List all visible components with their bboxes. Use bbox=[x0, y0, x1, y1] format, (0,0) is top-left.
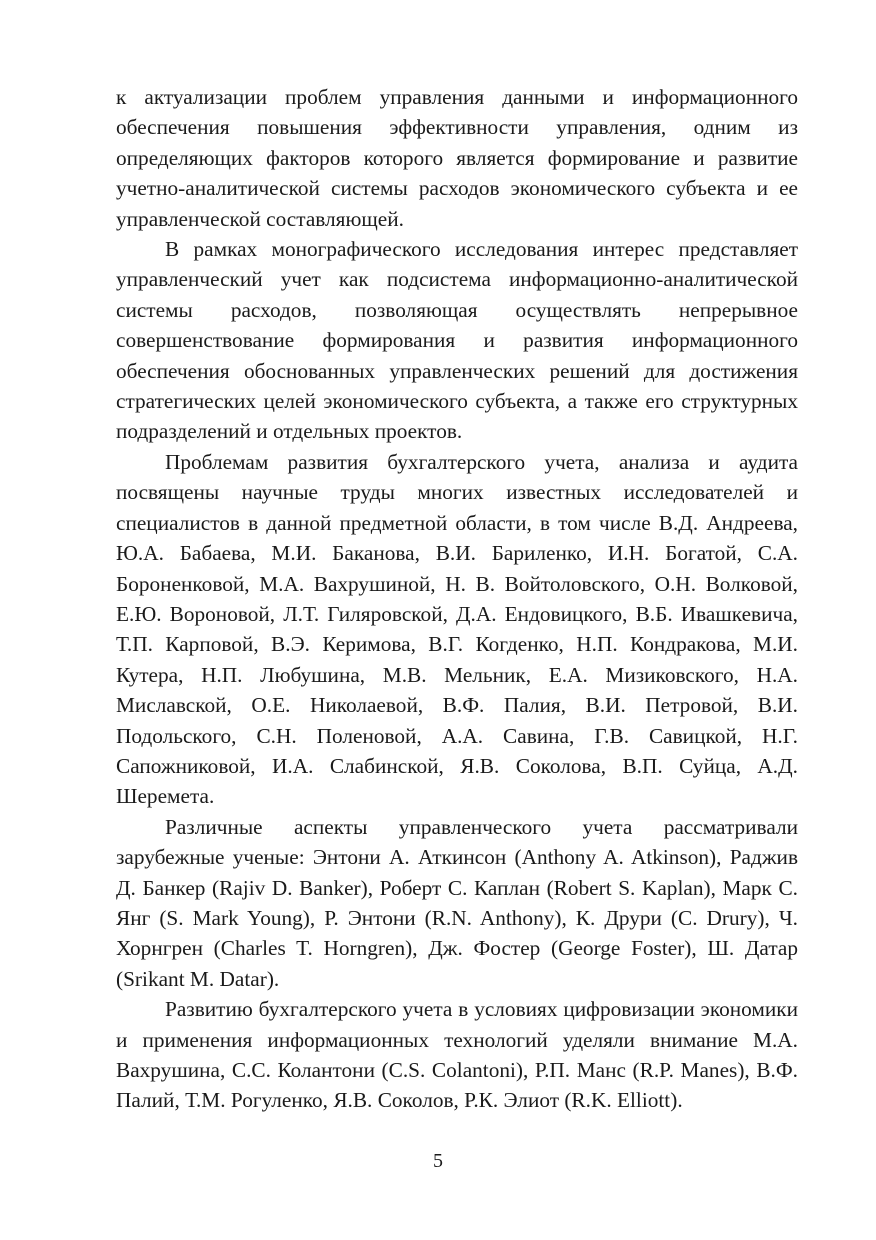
paragraph-domestic-researchers: Проблемам развития бухгалтерского учета, анализа и аудита посвящены научные труды многих известных исследователей и специалистов в данной предметной области, в том числе В.Д. Андреева, Ю.А. Бабаева, М.И. Баканова, В.И. Бариленко, И.Н. Богатой, С.А. Бороненковой, М.А. Вахрушиной, Н. В. Войтоловского, О.Н. Волковой, Е.Ю. Вороновой, Л.Т. Гиляровской, Д.А. Ендовицкого, В.Б. Ивашкевича, Т.П. Карповой, В.Э. Керимова, В.Г. Когденко, Н.П. Кондракова, М.И. Кутера, Н.П. Любушина, М.В. Мельник, Е.А. Мизиковского, Н.А. Миславской, О.Е. Николаевой, В.Ф. Палия, В.И. Петровой, В.И. Подольского, С.Н. Поленовой, А.А. Савина, Г.В. Савицкой, Н.Г. Сапожниковой, И.А. Слабинской, Я.В. Соколова, В.П. Суйца, А.Д. Шеремета. bbox=[116, 449, 798, 809]
paragraph-foreign-researchers: Различные аспекты управленческого учета рассматривали зарубежные ученые: Энтони А. Аткинсон (Anthony A. Atkinson), Раджив Д. Банкер (Rajiv D. Banker), Роберт С. Каплан (Robert S. Kaplan), Марк С. Янг (S. Mark Young), Р. Энтони (R.N. Anthony), К. Друри (C. Drury), Ч. Хорнгрен (Charles T. Horngren), Дж. Фостер (George Foster), Ш. Датар (Srikant M. Datar). bbox=[116, 814, 798, 991]
paragraph-monograph-scope: В рамках монографического исследования интерес представляет управленческий учет как подсистема информационно-аналитической системы расходов, позволяющая осуществлять непрерывное совершенствование формирования и развития информационного обеспечения обоснованных управленческих решений для достижения стратегических целей экономического субъекта, а также его структурных подразделений и отдельных проектов. bbox=[116, 237, 798, 444]
paragraph-continuation: к актуализации проблем управления данными и информационного обеспечения повышения эффективности управления, одним из определяющих факторов которого является формирование и развитие учетно-аналитической системы расходов экономического субъекта и ее управленческой составляющей. bbox=[116, 85, 798, 231]
page-body bbox=[116, 82, 798, 1116]
page-number: 5 bbox=[433, 1150, 443, 1172]
paragraph-digitalization: Развитию бухгалтерского учета в условиях цифровизации экономики и применения информационных технологий уделяли внимание М.А. Вахрушина, С.С. Колантони (C.S. Colantoni), Р.П. Манс (R.P. Manes), В.Ф. Палий, Т.М. Рогуленко, Я.В. Соколов, Р.К. Элиот (R.K. Elliott). bbox=[116, 997, 798, 1113]
